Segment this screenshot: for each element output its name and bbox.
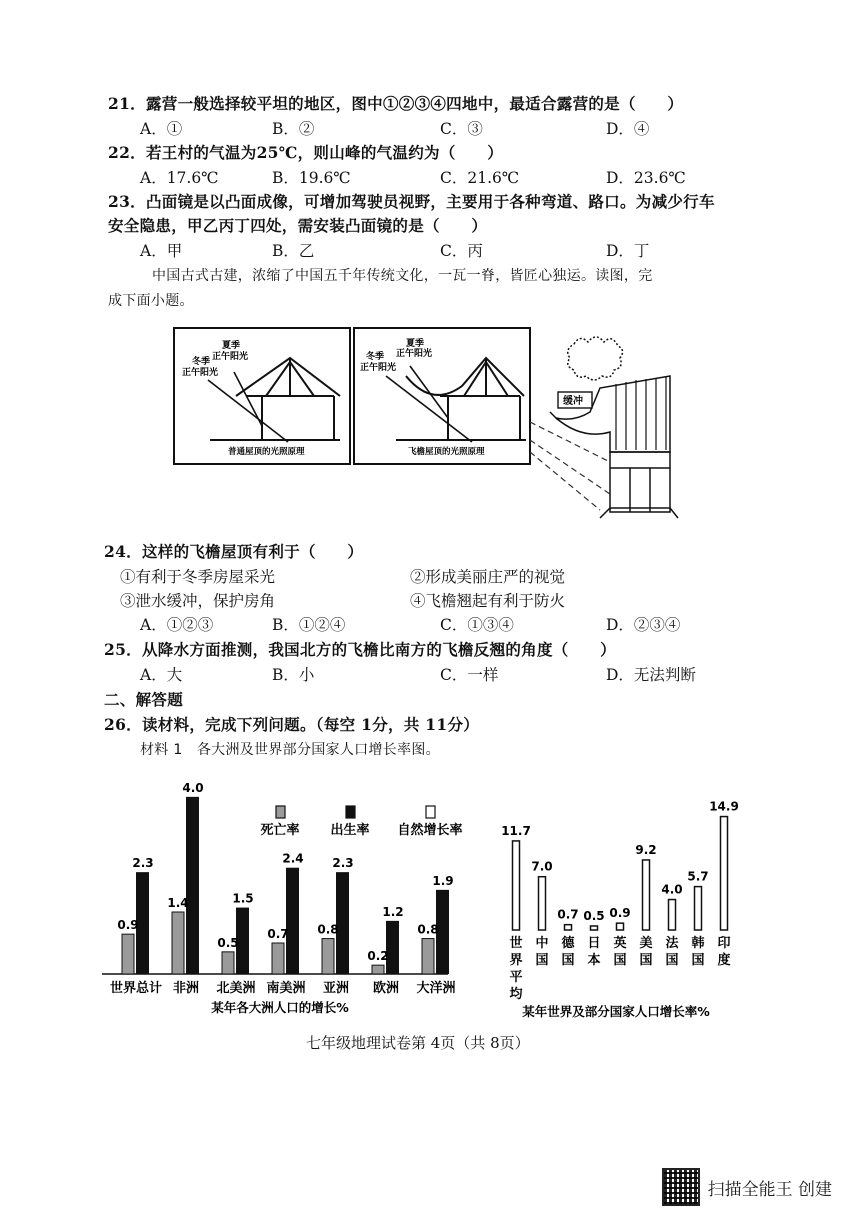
section-title: 二、解答题	[104, 690, 184, 709]
intro-line1: 中国古式古建，浓缩了中国五千年传统文化，一瓦一脊，皆匠心独运。读图，完	[152, 268, 653, 284]
roof-figure	[170, 322, 760, 522]
projection-lines	[530, 422, 610, 510]
bar-short-label-3: 0.7	[267, 927, 289, 941]
scanner-watermark	[662, 1168, 832, 1206]
q25-option-c: C．一样	[440, 666, 499, 684]
bar-short-4	[322, 939, 334, 974]
country-category-8: 印度	[717, 936, 731, 968]
normal-roof-caption: 普通屋顶的光照原理	[228, 447, 305, 457]
watermark-text: 扫描全能王 创建	[707, 1179, 832, 1200]
bar-short-0	[122, 934, 134, 974]
country-bar-label-8: 14.9	[709, 799, 739, 814]
chart1-category-4: 亚洲	[322, 981, 350, 996]
bar-short-3	[272, 943, 284, 974]
q24-option-d: D．②③④	[606, 616, 681, 634]
legend-swatch-1	[346, 806, 355, 818]
q22-option-c: C．21.6℃	[440, 169, 520, 187]
chart1-category-1: 非洲	[172, 981, 200, 996]
bar-tall-label-6: 1.9	[432, 873, 454, 888]
bar-tall-label-4: 2.3	[332, 856, 354, 871]
q22-option-b: B．19.6℃	[272, 169, 351, 187]
chart1-category-0: 世界总计	[109, 981, 163, 996]
bar-short-label-2: 0.5	[217, 935, 239, 950]
country-category-5: 美国	[639, 936, 653, 968]
q24-option-c: C．①③④	[440, 616, 514, 634]
bar-short-label-0: 0.9	[117, 918, 139, 933]
country-bar-label-0: 11.7	[501, 823, 531, 838]
normal-summer-label-2: 正午阳光	[212, 352, 249, 362]
normal-summer-label-1: 夏季	[222, 341, 241, 351]
q23-stem-line1: 23．凸面镜是以凸面成像，可增加驾驶员视野，主要用于各种弯道、路口。为减少行车	[108, 192, 715, 211]
bar-short-5	[372, 965, 384, 974]
flying-summer-label-1: 夏季	[406, 339, 425, 349]
q24-item-4: ④飞檐翘起有利于防火	[410, 592, 566, 610]
q23-option-a: A．甲	[140, 242, 183, 260]
country-growth-chart	[498, 780, 758, 1020]
country-category-4: 英国	[613, 936, 627, 968]
country-category-1: 中国	[535, 936, 549, 968]
q24-option-a: A．①②③	[140, 616, 214, 634]
country-bar-5	[643, 860, 650, 930]
chart1-category-5: 欧洲	[372, 981, 400, 996]
country-category-7: 韩国	[691, 936, 705, 968]
flying-eave-caption: 飞檐屋顶的光照原理	[408, 447, 485, 457]
q23-option-d: D．丁	[606, 242, 650, 260]
chart2-title: 某年世界及部分国家人口增长率%	[522, 1004, 710, 1019]
legend-swatch-2	[426, 806, 435, 818]
bar-short-1	[172, 912, 184, 974]
country-category-3: 日本	[587, 936, 601, 968]
bar-short-label-1: 1.4	[167, 896, 189, 910]
q25-option-d: D．无法判断	[606, 666, 696, 684]
country-bar-4	[617, 923, 624, 930]
q22-option-a: A．17.6℃	[140, 169, 219, 187]
q21-option-a: A．①	[140, 120, 183, 138]
q21-option-d: D．④	[606, 120, 650, 138]
bar-tall-1	[186, 797, 199, 974]
chart1-title: 某年各大洲人口的增长%	[211, 1000, 349, 1015]
intro-line2: 成下面小题。	[108, 293, 194, 309]
flying-winter-label-2: 正午阳光	[360, 363, 397, 373]
flying-winter-label-1: 冬季	[366, 352, 385, 362]
chart1-category-3: 南美洲	[266, 981, 306, 996]
flying-summer-label-2: 正午阳光	[396, 349, 433, 359]
bar-short-6	[422, 939, 434, 974]
bar-tall-label-3: 2.4	[282, 851, 304, 866]
ancient-building-sketch	[550, 337, 678, 518]
q21-option-b: B．②	[272, 120, 315, 138]
bar-tall-label-0: 2.3	[132, 856, 154, 871]
bar-short-label-5: 0.2	[367, 949, 389, 964]
q25-stem: 25．从降水方面推测，我国北方的飞檐比南方的飞檐反翘的角度（ ）	[104, 640, 616, 659]
country-bar-1	[539, 877, 546, 930]
country-bar-label-6: 4.0	[661, 882, 683, 897]
q24-option-b: B．①②④	[272, 616, 346, 634]
country-category-2: 德国	[561, 936, 575, 968]
legend-swatch-0	[276, 806, 285, 818]
q24-stem: 24．这样的飞檐屋顶有利于（ ）	[104, 542, 364, 561]
bar-short-2	[222, 952, 234, 974]
country-category-0: 世界平均	[509, 936, 523, 1002]
country-bar-label-4: 0.9	[609, 906, 631, 921]
country-bar-7	[695, 887, 702, 930]
bar-tall-label-5: 1.2	[382, 904, 404, 919]
bar-tall-label-1: 4.0	[182, 780, 204, 795]
q22-option-d: D．23.6℃	[606, 169, 686, 187]
country-bar-label-7: 5.7	[687, 869, 709, 884]
bar-tall-3	[286, 868, 299, 974]
q21-stem: 21．露营一般选择较平坦的地区，图中①②③④四地中，最适合露营的是（ ）	[108, 94, 684, 113]
q24-item-3: ③泄水缓冲，保护房角	[120, 592, 276, 610]
country-bar-label-1: 7.0	[531, 859, 553, 874]
q24-item-1: ①有利于冬季房屋采光	[120, 568, 276, 586]
country-bar-label-5: 9.2	[635, 842, 657, 857]
q21-option-c: C．③	[440, 120, 483, 138]
bar-tall-label-2: 1.5	[232, 891, 254, 906]
country-bar-label-2: 0.7	[557, 907, 579, 922]
q25-option-b: B．小	[272, 666, 315, 684]
chart1-category-2: 北美洲	[216, 981, 256, 996]
legend-label-0: 死亡率	[260, 823, 300, 838]
bar-tall-5	[386, 921, 399, 974]
q26-stem: 26．读材料，完成下列问题。（每空 1分，共 11分）	[104, 715, 480, 734]
continent-growth-chart	[100, 770, 480, 1020]
buffer-label: 缓冲	[563, 396, 583, 407]
q23-stem-line2: 安全隐患，甲乙丙丁四处，需安装凸面镜的是（ ）	[108, 216, 488, 235]
country-bar-6	[669, 900, 676, 930]
q23-option-b: B．乙	[272, 242, 315, 260]
country-bar-2	[565, 925, 572, 930]
country-bar-0	[513, 841, 520, 930]
country-category-6: 法国	[665, 936, 679, 968]
q24-item-2: ②形成美丽庄严的视觉	[410, 568, 566, 586]
legend-label-1: 出生率	[330, 823, 370, 838]
chart1-category-6: 大洋洲	[416, 981, 456, 996]
bar-short-label-4: 0.8	[317, 922, 339, 937]
normal-winter-label-2: 正午阳光	[182, 368, 219, 378]
qr-code-icon	[662, 1168, 700, 1206]
q25-option-a: A．大	[140, 666, 183, 684]
page-footer: 七年级地理试卷第 4页（共 8页）	[306, 1034, 530, 1052]
normal-winter-label-1: 冬季	[192, 357, 211, 367]
bar-short-label-6: 0.8	[417, 922, 439, 937]
country-bar-8	[721, 817, 728, 930]
q23-option-c: C．丙	[440, 242, 483, 260]
q22-stem: 22．若王村的气温为25℃，则山峰的气温约为（ ）	[108, 143, 504, 162]
legend-label-2: 自然增长率	[397, 823, 463, 838]
country-bar-label-3: 0.5	[583, 909, 605, 923]
q26-material1: 材料 1 各大洲及世界部分国家人口增长率图。	[140, 742, 440, 758]
country-bar-3	[591, 926, 598, 930]
